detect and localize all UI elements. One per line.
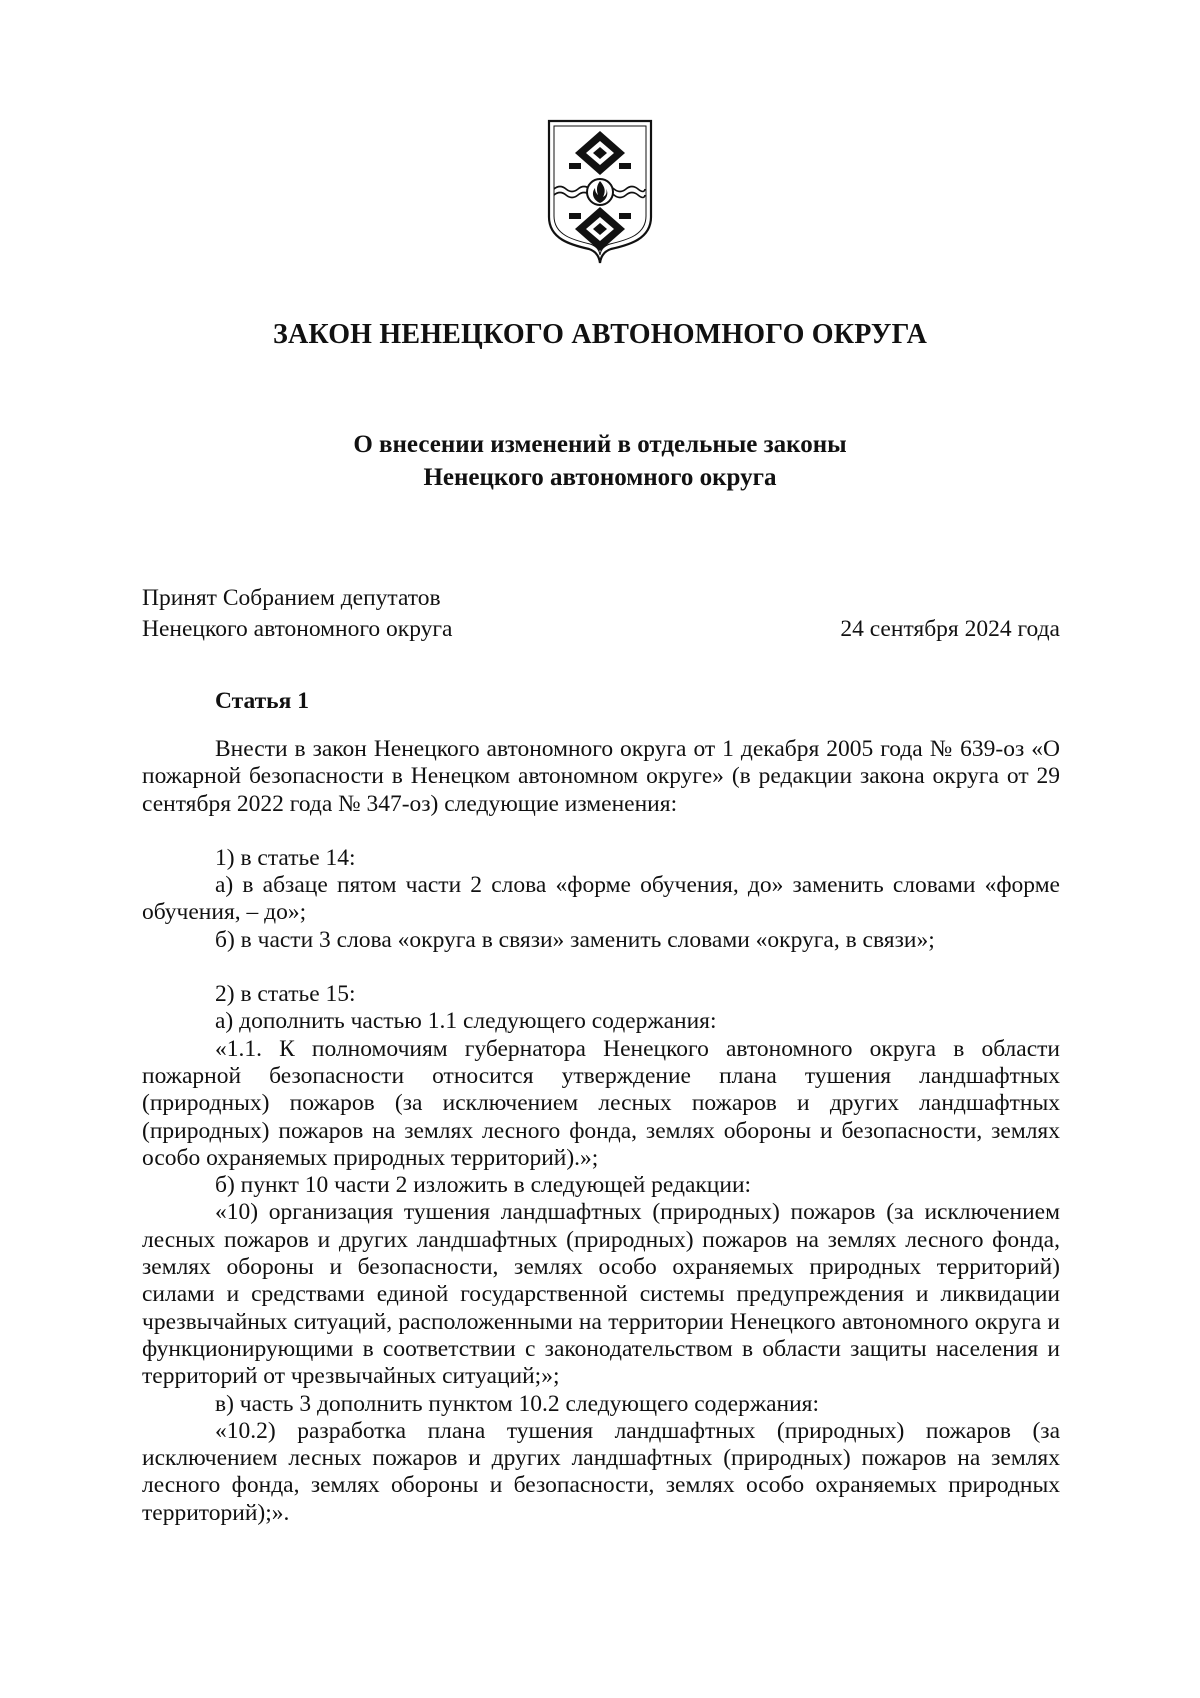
nenets-coat-of-arms-icon: [545, 117, 655, 265]
article-paragraph: а) дополнить частью 1.1 следующего содержания:: [215, 1008, 717, 1035]
article-paragraph: б) в части 3 слова «округа в связи» заменить словами «округа, в связи»;: [215, 926, 935, 953]
article-paragraph: «10.2) разработка плана тушения ландшафтных (природных) пожаров (за исключением лесных пожаров и других ландшафтных (природных) пожаров на землях лесного фонда, землях обороны и безопасности, землях особо охраняемых природных территорий);».: [142, 1417, 1060, 1526]
article-paragraph: 1) в статье 14:: [215, 844, 356, 871]
article-heading: Статья 1: [215, 688, 309, 714]
adoption-date: 24 сентября 2024 года: [840, 616, 1060, 642]
article-body: [142, 736, 1060, 1527]
adoption-note: [142, 583, 452, 645]
article-paragraph: 2) в статье 15:: [215, 981, 356, 1008]
article-paragraph: «1.1. К полномочиям губернатора Ненецкого автономного округа в области пожарной безопасности относится утверждение плана тушения ландшафтных (природных) пожаров (за исключением лесных пожаров и других ландшафтных (природных) пожаров на землях лесного фонда, землях обороны и безопасности, землях особо охраняемых природных территорий).»;: [142, 1035, 1060, 1171]
adoption-line-1: Принят Собранием депутатов: [142, 585, 441, 611]
law-subtitle-line-2: Ненецкого автономного округа: [423, 464, 777, 491]
article-paragraph: «10) организация тушения ландшафтных (природных) пожаров (за исключением лесных пожаров и других ландшафтных (природных) пожаров на землях лесного фонда, землях обороны и безопасности, землях особо охраняемых природных территорий) силами и средствами единой государственной системы предупреждения и ликвидации чрезвычайных ситуаций, расположенными на территории Ненецкого автономного округа и функционирующими в соответствии с законодательством в области защиты населения и территорий от чрезвычайных ситуаций;»;: [142, 1199, 1060, 1390]
article-paragraph: б) пункт 10 части 2 изложить в следующей редакции:: [215, 1172, 752, 1199]
adoption-line-2: Ненецкого автономного округа: [142, 616, 453, 642]
article-paragraph: в) часть 3 дополнить пунктом 10.2 следующего содержания:: [215, 1390, 819, 1417]
law-subtitle-line-1: О внесении изменений в отдельные законы: [353, 431, 847, 458]
article-paragraph: Внести в закон Ненецкого автономного округа от 1 декабря 2005 года № 639-оз «О пожарной безопасности в Ненецком автономном округе» (в редакции закона округа от 29 сентября 2022 года № 347-оз) следующие изменения:: [142, 736, 1060, 817]
article-paragraph: а) в абзаце пятом части 2 слова «форме обучения, до» заменить словами «форме обучения, – до»;: [142, 872, 1060, 926]
law-subtitle: [0, 428, 1200, 494]
law-title: ЗАКОН НЕНЕЦКОГО АВТОНОМНОГО ОКРУГА: [272, 319, 927, 350]
